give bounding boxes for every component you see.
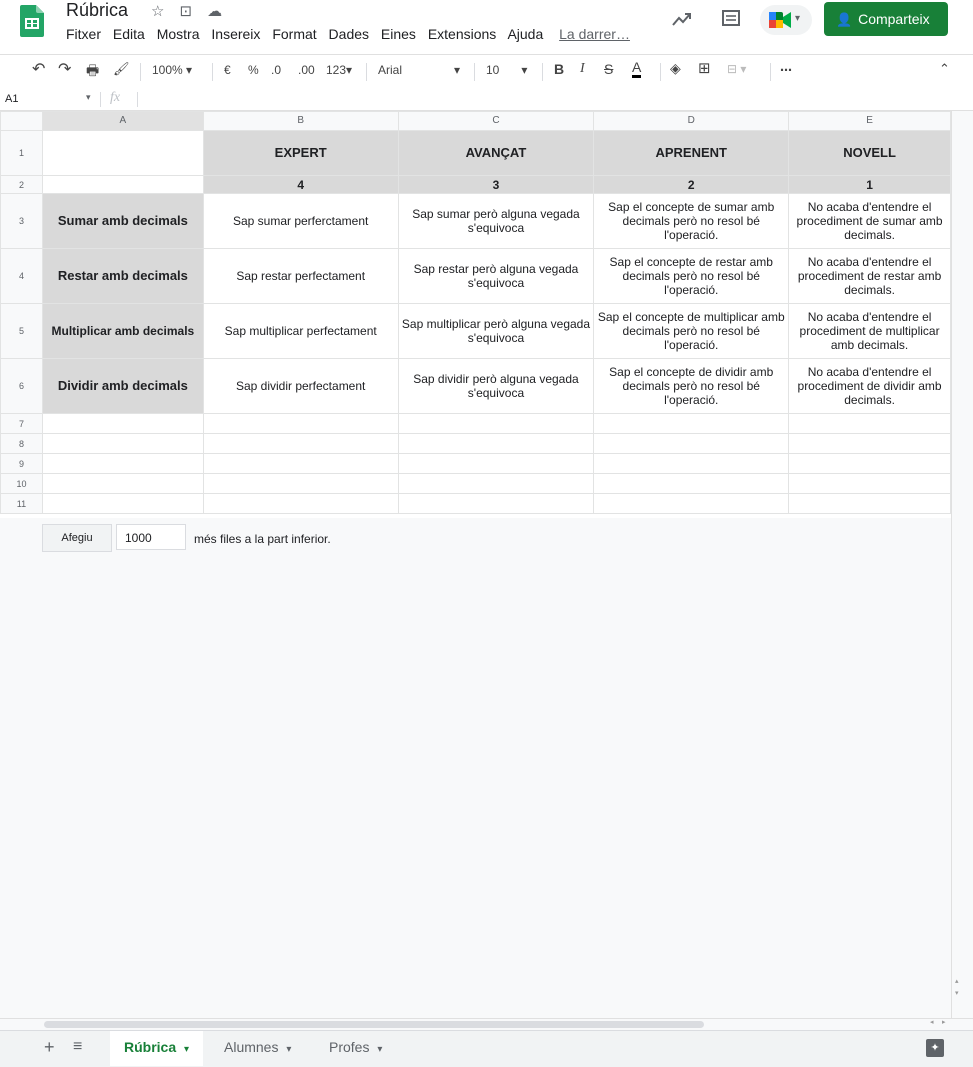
paint-format-icon[interactable]: 🖌	[113, 61, 130, 76]
descriptor-cell[interactable]: Sap sumar perferctament	[203, 194, 398, 249]
zoom-select[interactable]: 100% ▾	[152, 63, 193, 77]
grid-cell[interactable]	[398, 474, 594, 494]
column-header-b[interactable]: B	[203, 112, 398, 131]
grid-cell[interactable]	[42, 434, 203, 454]
sheet-tab-profes[interactable]	[315, 1031, 396, 1066]
grid-cell[interactable]	[594, 414, 789, 434]
column-header-a[interactable]: A	[42, 112, 203, 131]
row-header[interactable]: 8	[1, 434, 43, 454]
spreadsheet-grid	[0, 111, 951, 517]
descriptor-cell[interactable]: Sap el concepte de multiplicar amb decimals però no resol bé l'operació.	[594, 304, 789, 359]
undo-icon[interactable]: ↶	[32, 61, 46, 78]
grid-cell[interactable]	[203, 434, 398, 454]
descriptor-cell[interactable]: Sap dividir però alguna vegada s'equivoca	[398, 359, 594, 414]
formula-bar	[0, 89, 973, 111]
descriptor-cell[interactable]: Sap sumar però alguna vegada s'equivoca	[398, 194, 594, 249]
add-rows-count-input[interactable]: 1000	[116, 524, 186, 550]
level-score-cell[interactable]: 3	[398, 176, 594, 194]
name-box-dropdown-icon[interactable]: ▾	[86, 92, 91, 102]
descriptor-cell[interactable]: No acaba d'entendre el procediment de dividir amb decimals.	[789, 359, 951, 414]
grid-cell[interactable]	[594, 454, 789, 474]
name-box[interactable]: A1	[5, 93, 19, 105]
descriptor-cell[interactable]: Sap el concepte de sumar amb decimals però no resol bé l'operació.	[594, 194, 789, 249]
menu-item-insert[interactable]: Insereix	[211, 26, 261, 42]
select-all-corner[interactable]	[1, 112, 43, 131]
formula-divider	[137, 92, 138, 107]
grid-cell[interactable]	[398, 494, 594, 514]
chevron-down-icon: ▾	[521, 63, 528, 77]
comments-icon[interactable]	[720, 8, 742, 30]
criterion-cell[interactable]: Dividir amb decimals	[42, 359, 203, 414]
column-header-d[interactable]: D	[594, 112, 789, 131]
last-edit-link[interactable]: La darrer…	[559, 26, 630, 42]
cloud-status-icon[interactable]: ☁	[207, 3, 223, 20]
grid-cell[interactable]	[789, 474, 951, 494]
menu-item-edit[interactable]: Edita	[112, 26, 145, 42]
add-rows-suffix: més files a la part inferior.	[194, 532, 331, 546]
scroll-right-icon[interactable]: ▸	[942, 1019, 946, 1026]
grid-cell[interactable]	[594, 434, 789, 454]
cell-table	[0, 111, 951, 514]
activity-trend-icon[interactable]	[671, 8, 693, 30]
toolbar-divider	[366, 63, 367, 81]
row-header[interactable]: 9	[1, 454, 43, 474]
criterion-cell[interactable]: Sumar amb decimals	[42, 194, 203, 249]
print-icon[interactable]: 🖶	[86, 62, 100, 78]
grid-cell[interactable]	[42, 494, 203, 514]
grid-cell[interactable]	[42, 474, 203, 494]
share-button[interactable]	[824, 2, 948, 36]
horizontal-scroll-thumb[interactable]	[44, 1021, 704, 1028]
vertical-scrollbar[interactable]	[951, 111, 973, 1018]
scroll-down-icon[interactable]: ▾	[955, 990, 959, 997]
descriptor-cell[interactable]: Sap multiplicar perfectament	[203, 304, 398, 359]
sheet-tab-alumnes[interactable]	[210, 1031, 305, 1066]
chevron-down-icon: ▾	[184, 1044, 190, 1055]
add-rows-button[interactable]: Afegiu	[42, 524, 112, 552]
menu-item-data[interactable]: Dades	[328, 26, 370, 42]
number-format-label: 123	[326, 63, 347, 77]
sheet-tab-label: Profes	[329, 1039, 370, 1055]
descriptor-cell[interactable]: Sap restar perfectament	[203, 249, 398, 304]
decrease-decimal-button[interactable]: .0	[271, 63, 282, 77]
font-size-select[interactable]	[486, 63, 527, 77]
grid-cell[interactable]	[398, 454, 594, 474]
row-header[interactable]: 11	[1, 494, 43, 514]
grid-cell[interactable]	[594, 494, 789, 514]
toolbar-divider	[770, 63, 771, 81]
number-format-select[interactable]: 123▾	[326, 63, 353, 77]
descriptor-cell[interactable]: No acaba d'entendre el procediment de sumar amb decimals.	[789, 194, 951, 249]
bold-button[interactable]: B	[554, 61, 565, 77]
grid-cell[interactable]	[594, 474, 789, 494]
function-icon: fx	[110, 90, 121, 105]
level-score-cell[interactable]: 4	[203, 176, 398, 194]
increase-decimal-button[interactable]: .00	[298, 63, 315, 77]
menu-item-file[interactable]: Fitxer	[66, 26, 101, 42]
chevron-down-icon: ▾	[795, 13, 801, 24]
scroll-left-icon[interactable]: ◂	[930, 1019, 934, 1026]
grid-cell[interactable]	[789, 414, 951, 434]
person-add-icon: 👤	[836, 12, 853, 27]
more-options-button[interactable]: ⋯	[780, 63, 792, 77]
text-color-button[interactable]: A	[632, 59, 641, 78]
grid-cell[interactable]	[789, 434, 951, 454]
all-sheets-icon[interactable]: ≡	[73, 1038, 83, 1055]
menu-item-tools[interactable]: Eines	[380, 26, 416, 42]
column-header-e[interactable]: E	[789, 112, 951, 131]
grid-cell[interactable]	[398, 434, 594, 454]
toolbar-divider	[474, 63, 475, 81]
descriptor-cell[interactable]: No acaba d'entendre el procediment de multiplicar amb decimals.	[789, 304, 951, 359]
menu-bar	[66, 26, 638, 42]
level-header-cell[interactable]: AVANÇAT	[398, 131, 594, 176]
font-family-value: Arial	[378, 63, 403, 77]
italic-button[interactable]: I	[580, 61, 585, 76]
grid-cell[interactable]	[203, 414, 398, 434]
grid-cell[interactable]	[789, 494, 951, 514]
row-header[interactable]: 2	[1, 176, 43, 194]
move-folder-icon[interactable]: ⊡	[179, 3, 193, 20]
sheet-tab-label: Alumnes	[224, 1039, 279, 1055]
menu-item-format[interactable]: Format	[272, 26, 317, 42]
fill-color-icon[interactable]: ◈	[670, 60, 681, 76]
level-score-cell[interactable]: 1	[789, 176, 951, 194]
menu-item-view[interactable]: Mostra	[156, 26, 200, 42]
meet-icon	[769, 12, 791, 28]
font-size-value: 10	[486, 63, 500, 77]
row-header[interactable]: 7	[1, 414, 43, 434]
row-header[interactable]: 4	[1, 249, 43, 304]
strikethrough-button[interactable]: S	[604, 61, 614, 77]
chevron-down-icon: ▾	[454, 63, 461, 77]
descriptor-cell[interactable]: Sap multiplicar però alguna vegada s'equivoca	[398, 304, 594, 359]
title-bar	[0, 0, 973, 50]
chevron-down-icon: ▾	[286, 1044, 292, 1055]
zoom-value: 100%	[152, 63, 183, 77]
level-header-cell[interactable]: NOVELL	[789, 131, 951, 176]
percent-format-button[interactable]: %	[248, 63, 259, 77]
menu-item-extensions[interactable]: Extensions	[427, 26, 497, 42]
formula-input[interactable]	[146, 93, 946, 107]
sheet-tab-label: Rúbrica	[124, 1039, 177, 1055]
row-header[interactable]: 10	[1, 474, 43, 494]
grid-cell[interactable]	[42, 176, 203, 194]
grid-cell[interactable]	[203, 474, 398, 494]
scroll-up-icon[interactable]: ▴	[955, 978, 959, 985]
share-button-label: Comparteix	[858, 11, 930, 27]
toolbar-divider	[660, 63, 661, 81]
row-header[interactable]: 6	[1, 359, 43, 414]
grid-cell[interactable]	[203, 494, 398, 514]
level-header-cell[interactable]: APRENENT	[594, 131, 789, 176]
toolbar-divider	[542, 63, 543, 81]
toolbar-divider	[212, 63, 213, 81]
add-rows-bar	[0, 518, 951, 568]
grid-cell[interactable]	[789, 454, 951, 474]
toolbar-divider	[140, 63, 141, 81]
borders-icon[interactable]: ⊞	[698, 60, 711, 77]
row-header[interactable]: 1	[1, 131, 43, 176]
column-header-c[interactable]: C	[398, 112, 594, 131]
level-header-cell[interactable]: EXPERT	[203, 131, 398, 176]
merge-cells-icon[interactable]: ⊟ ▾	[727, 62, 747, 76]
toolbar	[0, 54, 973, 90]
descriptor-cell[interactable]: Sap dividir perfectament	[203, 359, 398, 414]
descriptor-cell[interactable]: No acaba d'entendre el procediment de restar amb decimals.	[789, 249, 951, 304]
meet-button[interactable]	[760, 5, 812, 35]
formula-divider	[100, 92, 101, 107]
redo-icon[interactable]: ↷	[58, 61, 72, 78]
grid-cell[interactable]	[42, 454, 203, 474]
descriptor-cell[interactable]: Sap el concepte de dividir amb decimals però no resol bé l'operació.	[594, 359, 789, 414]
menu-item-help[interactable]: Ajuda	[507, 26, 544, 42]
sheet-tab-rubrica[interactable]	[110, 1031, 203, 1066]
grid-cell[interactable]	[398, 414, 594, 434]
descriptor-cell[interactable]: Sap restar però alguna vegada s'equivoca	[398, 249, 594, 304]
descriptor-cell[interactable]: Sap el concepte de restar amb decimals però no resol bé l'operació.	[594, 249, 789, 304]
row-header[interactable]: 5	[1, 304, 43, 359]
empty-sheet-area	[0, 568, 951, 1018]
star-icon[interactable]: ☆	[151, 3, 165, 20]
chevron-down-icon: ▾	[377, 1044, 383, 1055]
sheets-logo-icon[interactable]	[20, 5, 44, 37]
add-sheet-icon[interactable]: +	[44, 1037, 55, 1057]
explore-icon[interactable]: ✦	[926, 1039, 944, 1057]
cell-a1-selected[interactable]	[42, 131, 203, 176]
level-score-cell[interactable]: 2	[594, 176, 789, 194]
grid-cell[interactable]	[203, 454, 398, 474]
collapse-menus-icon[interactable]: ⌃	[939, 61, 950, 76]
font-family-select[interactable]	[378, 63, 460, 77]
row-header[interactable]: 3	[1, 194, 43, 249]
criterion-cell[interactable]: Restar amb decimals	[42, 249, 203, 304]
sheet-tab-bar	[0, 1030, 973, 1067]
criterion-cell[interactable]: Multiplicar amb decimals	[42, 304, 203, 359]
document-title-text[interactable]: Rúbrica	[66, 0, 129, 20]
currency-format-button[interactable]: €	[224, 63, 231, 77]
grid-cell[interactable]	[42, 414, 203, 434]
document-title[interactable]	[66, 0, 222, 21]
